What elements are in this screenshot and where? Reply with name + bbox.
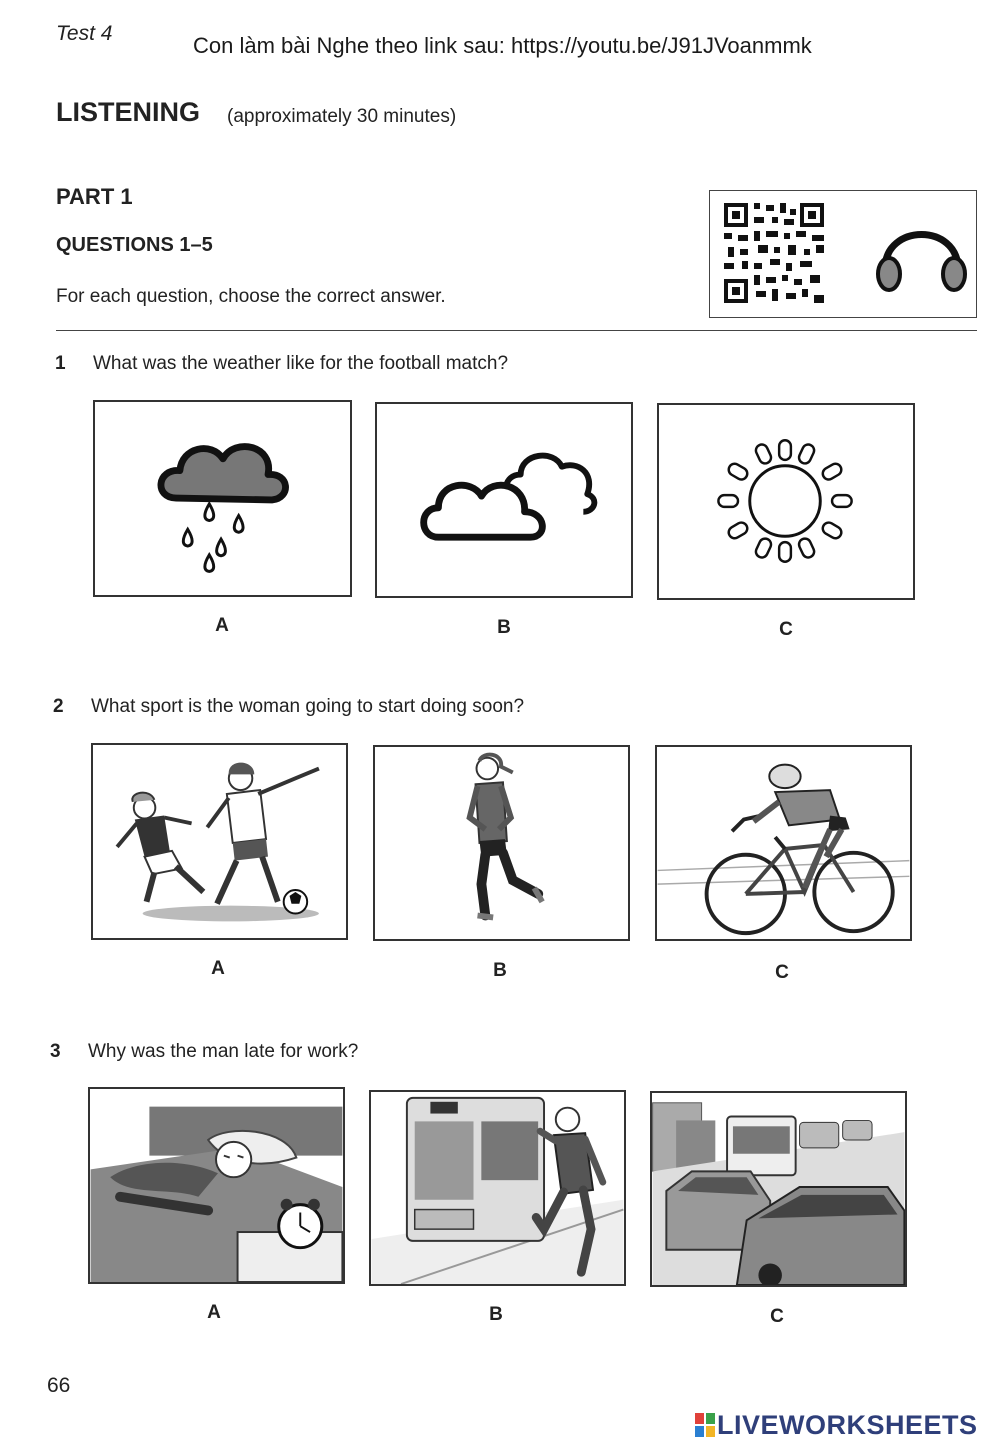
page-number: 66 — [47, 1374, 71, 1397]
option-image-sunny[interactable] — [657, 403, 915, 600]
oversleeping-man-illustration — [90, 1089, 343, 1282]
section-title: LISTENING — [56, 97, 201, 127]
football-players-illustration — [93, 745, 346, 938]
option-image-football[interactable] — [91, 743, 348, 940]
option-label: A — [215, 615, 229, 636]
running-woman-illustration — [375, 747, 628, 939]
option-label: C — [779, 619, 793, 640]
option-label: B — [489, 1304, 503, 1325]
option-image-running[interactable] — [373, 745, 630, 941]
option-image-rain[interactable] — [93, 400, 352, 597]
clouds-icon — [377, 404, 631, 596]
part-title: PART 1 — [56, 184, 133, 209]
question-text: What sport is the woman going to start doing soon? — [91, 696, 525, 717]
liveworksheets-logo[interactable] — [695, 1410, 978, 1441]
option-image-missed-bus[interactable] — [369, 1090, 626, 1286]
option-label: C — [775, 962, 789, 983]
question-number: 1 — [55, 353, 66, 374]
option-image-traffic[interactable] — [650, 1091, 907, 1287]
audio-box — [709, 190, 977, 318]
option-label: A — [211, 958, 225, 979]
liveworksheets-brand-text: LIVEWORKSHEETS — [717, 1410, 978, 1440]
questions-range: QUESTIONS 1–5 — [56, 234, 213, 256]
question-text: Why was the man late for work? — [88, 1041, 359, 1062]
question-text: What was the weather like for the football match? — [93, 353, 509, 374]
option-label: C — [770, 1306, 784, 1327]
sun-icon — [659, 405, 913, 598]
option-label: B — [493, 960, 507, 981]
option-label: B — [497, 617, 511, 638]
rain-cloud-icon — [95, 402, 350, 595]
liveworksheets-icon — [695, 1413, 715, 1437]
headphones-icon — [878, 235, 965, 291]
section-duration: (approximately 30 minutes) — [227, 106, 457, 127]
question-number: 3 — [50, 1041, 61, 1062]
option-label: A — [207, 1302, 221, 1323]
option-image-cloudy[interactable] — [375, 402, 633, 598]
traffic-jam-illustration — [652, 1093, 905, 1285]
option-image-cycling[interactable] — [655, 745, 912, 941]
qr-code-icon[interactable] — [724, 203, 824, 303]
listening-link-note[interactable]: Con làm bài Nghe theo link sau: https://youtu.be/J91JVoanmmk — [193, 33, 812, 58]
missed-bus-illustration — [371, 1092, 624, 1284]
cyclist-illustration — [657, 747, 910, 939]
question-number: 2 — [53, 696, 64, 717]
section-divider — [56, 330, 977, 331]
test-label: Test 4 — [56, 22, 113, 45]
instructions: For each question, choose the correct answer. — [56, 286, 446, 307]
option-image-overslept[interactable] — [88, 1087, 345, 1284]
